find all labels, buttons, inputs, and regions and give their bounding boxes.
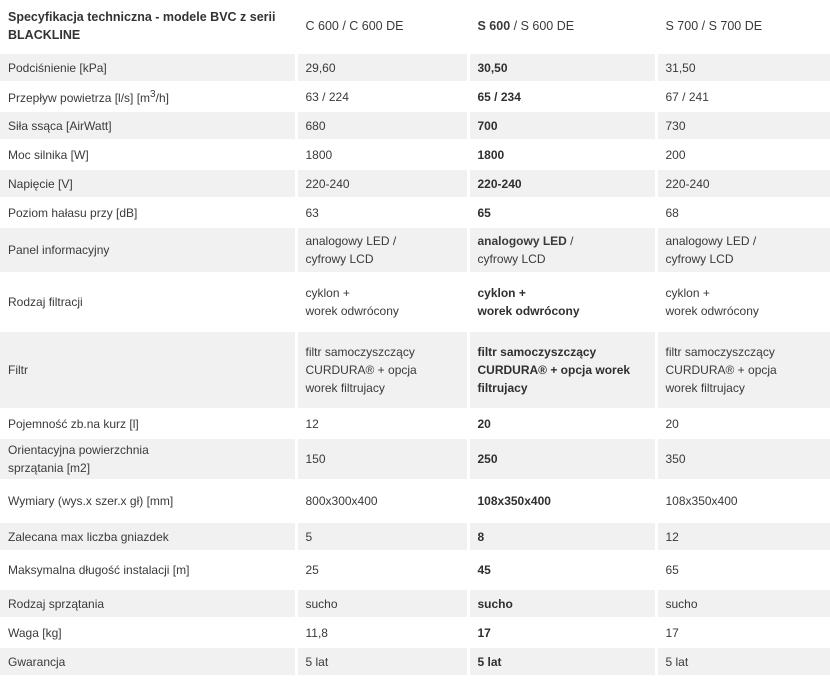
table-row [0, 409, 830, 438]
cell-c600: sucho [296, 589, 468, 618]
header-label: Specyfikacja techniczna - modele BVC z serii BLACKLINE [0, 0, 296, 53]
cell-s700: 20 [656, 409, 830, 438]
header-model-s600-rest: / S 600 DE [510, 19, 575, 33]
header-model-c600: C 600 / C 600 DE [296, 0, 468, 53]
row-label [0, 82, 296, 111]
cell-s600: 5 lat [468, 647, 656, 676]
row-label: Moc silnika [W] [0, 140, 296, 169]
row-label: Siła ssąca [AirWatt] [0, 111, 296, 140]
cell-c600: analogowy LED / cyfrowy LCD [296, 227, 468, 273]
cell-c600: 63 / 224 [296, 82, 468, 111]
cell-s700: 730 [656, 111, 830, 140]
cell-s700: 68 [656, 198, 830, 227]
row-label-post: /h] [155, 91, 169, 105]
cell-s700: cyklon + worek odwrócony [656, 273, 830, 331]
cell-c600: 5 lat [296, 647, 468, 676]
cell-s600-rest: / cyfrowy LCD [477, 234, 574, 266]
cell-s600: 30,50 [468, 53, 656, 82]
table-row [0, 82, 830, 111]
header-model-s700: S 700 / S 700 DE [656, 0, 830, 53]
row-label: Zalecana max liczba gniazdek [0, 522, 296, 551]
header-model-s600-strong: S 600 [477, 19, 511, 33]
row-label: Poziom hałasu przy [dB] [0, 198, 296, 227]
cell-s700: 350 [656, 438, 830, 480]
cell-c600: 11,8 [296, 618, 468, 647]
table-row [0, 589, 830, 618]
cell-c600: 12 [296, 409, 468, 438]
table-header-row [0, 0, 830, 53]
table-row [0, 111, 830, 140]
table-row [0, 198, 830, 227]
row-label: Pojemność zb.na kurz [l] [0, 409, 296, 438]
table-row [0, 227, 830, 273]
cell-s700: sucho [656, 589, 830, 618]
cell-s600: 220-240 [468, 169, 656, 198]
table-row [0, 551, 830, 589]
table-row [0, 331, 830, 409]
cell-s600 [468, 227, 656, 273]
row-label: Maksymalna długość instalacji [m] [0, 551, 296, 589]
table-row [0, 438, 830, 480]
cell-s700: 67 / 241 [656, 82, 830, 111]
cell-s700: filtr samoczyszczący CURDURA® + opcja worek filtrujacy [656, 331, 830, 409]
cell-c600: 680 [296, 111, 468, 140]
cell-s600: 65 / 234 [468, 82, 656, 111]
cell-s600: 1800 [468, 140, 656, 169]
row-label: Orientacyjna powierzchnia sprzątania [m2] [0, 438, 296, 480]
cell-s600: 65 [468, 198, 656, 227]
cell-s600: cyklon + worek odwrócony [468, 273, 656, 331]
row-label: Filtr [0, 331, 296, 409]
table-row [0, 480, 830, 522]
cell-s600: 45 [468, 551, 656, 589]
cell-c600: 1800 [296, 140, 468, 169]
cell-c600: cyklon + worek odwrócony [296, 273, 468, 331]
cell-c600: 5 [296, 522, 468, 551]
table-row [0, 169, 830, 198]
row-label-sup: 3 [150, 89, 156, 100]
row-label: Wymiary (wys.x szer.x gł) [mm] [0, 480, 296, 522]
row-label: Rodzaj sprzątania [0, 589, 296, 618]
cell-s600: 8 [468, 522, 656, 551]
row-label-pre: Przepływ powietrza [l/s] [m [8, 91, 151, 105]
cell-c600: 63 [296, 198, 468, 227]
cell-s600: sucho [468, 589, 656, 618]
table-row [0, 140, 830, 169]
cell-c600: 29,60 [296, 53, 468, 82]
cell-c600: 800x300x400 [296, 480, 468, 522]
cell-s600-strong: analogowy LED [477, 234, 567, 248]
cell-s600: 17 [468, 618, 656, 647]
cell-c600: 25 [296, 551, 468, 589]
cell-s600: 108x350x400 [468, 480, 656, 522]
cell-s700: 200 [656, 140, 830, 169]
cell-s700: 108x350x400 [656, 480, 830, 522]
cell-s700: 5 lat [656, 647, 830, 676]
row-label: Rodzaj filtracji [0, 273, 296, 331]
table-row [0, 647, 830, 676]
cell-s700: 31,50 [656, 53, 830, 82]
header-model-s600 [468, 0, 656, 53]
table-row [0, 53, 830, 82]
table-row [0, 273, 830, 331]
cell-s600: 700 [468, 111, 656, 140]
table-row [0, 618, 830, 647]
cell-s700: 65 [656, 551, 830, 589]
row-label: Panel informacyjny [0, 227, 296, 273]
cell-s600: 20 [468, 409, 656, 438]
cell-s700: 12 [656, 522, 830, 551]
row-label: Napięcie [V] [0, 169, 296, 198]
cell-s600: filtr samoczyszczący CURDURA® + opcja worek filtrujacy [468, 331, 656, 409]
cell-c600: 150 [296, 438, 468, 480]
cell-s700: 220-240 [656, 169, 830, 198]
cell-c600: filtr samoczyszczący CURDURA® + opcja worek filtrujacy [296, 331, 468, 409]
row-label: Gwarancja [0, 647, 296, 676]
row-label: Podciśnienie [kPa] [0, 53, 296, 82]
cell-s600: 250 [468, 438, 656, 480]
cell-s700: 17 [656, 618, 830, 647]
cell-c600: 220-240 [296, 169, 468, 198]
cell-s700: analogowy LED / cyfrowy LCD [656, 227, 830, 273]
table-row [0, 522, 830, 551]
row-label: Waga [kg] [0, 618, 296, 647]
